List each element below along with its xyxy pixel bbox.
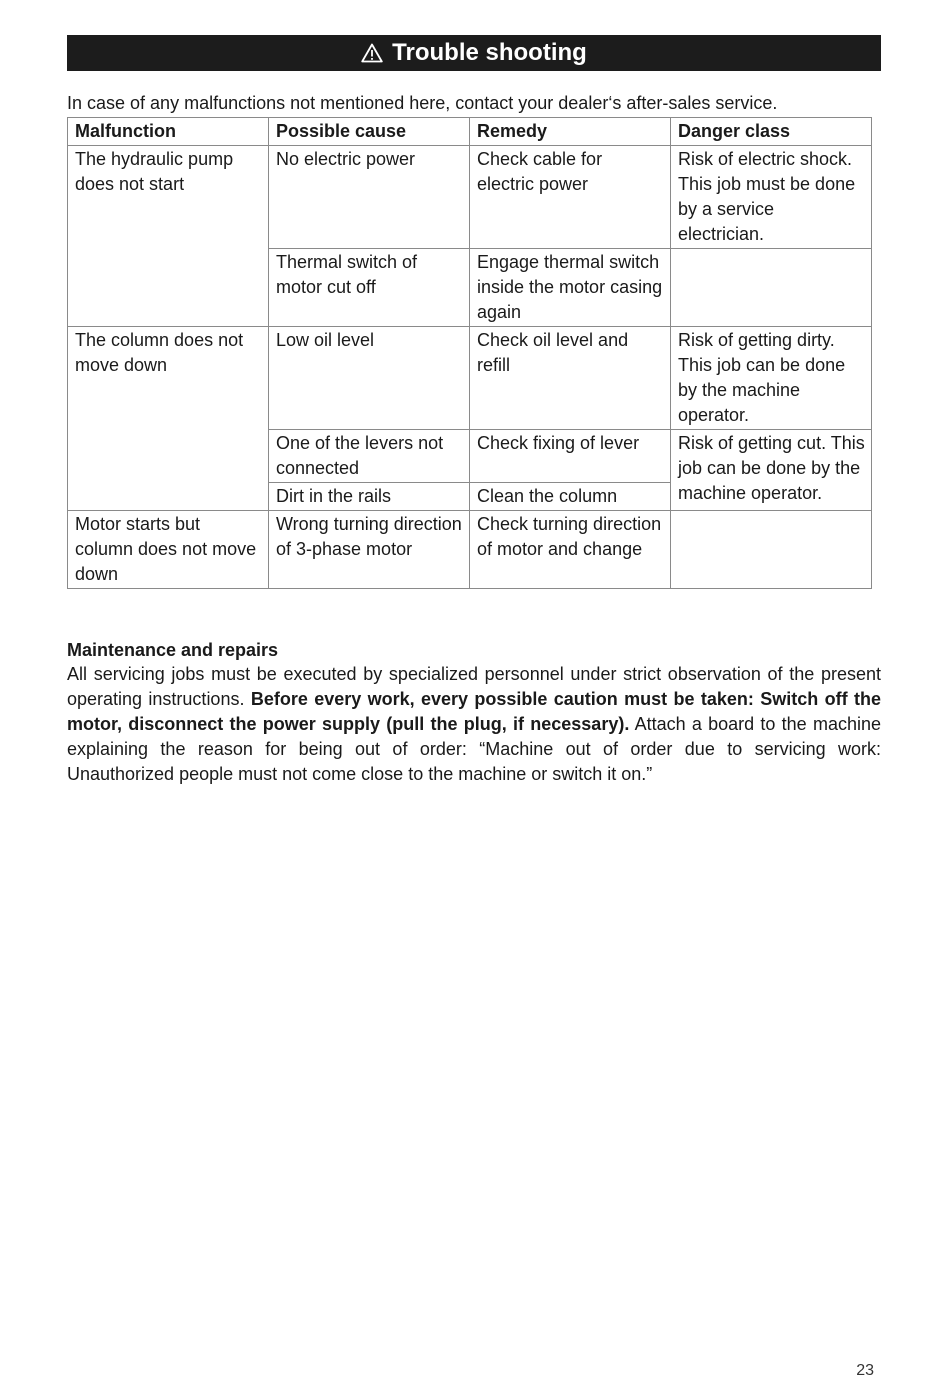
cause-cell: Thermal switch of motor cut off [269,249,470,327]
cause-cell: Dirt in the rails [269,483,470,511]
danger-cell: Risk of getting cut. This job can be done by the machine operator. [671,430,872,511]
table-row [68,146,872,249]
intro-text: In case of any malfunctions not mentioned here, contact your dealer‘s after-sales service. [67,93,778,113]
malfunction-cell: Motor starts but column does not move down [68,511,269,589]
page-number: 23 [856,1362,874,1379]
cause-cell: No electric power [269,146,470,249]
danger-cell [671,511,872,589]
remedy-cell: Check cable for electric power [470,146,671,249]
warning-triangle-icon [361,43,383,63]
header-malfunction: Malfunction [68,118,269,146]
section-title-bar [67,35,881,71]
header-possible-cause: Possible cause [269,118,470,146]
maintenance-text [67,662,881,787]
cause-cell: Low oil level [269,327,470,430]
remedy-cell: Check fixing of lever [470,430,671,483]
danger-cell [671,249,872,327]
header-remedy: Remedy [470,118,671,146]
cause-cell: One of the levers not connected [269,430,470,483]
maintenance-heading: Maintenance and repairs [67,640,279,660]
malfunction-cell: The column does not move down [68,327,269,511]
malfunction-cell: The hydraulic pump does not start [68,146,269,327]
table-row [68,511,872,589]
remedy-cell: Check oil level and refill [470,327,671,430]
header-danger-class: Danger class [671,118,872,146]
table-header-row [68,118,872,146]
danger-cell: Risk of electric shock. This job must be done by a service electrician. [671,146,872,249]
cause-cell: Wrong turning direction of 3-phase motor [269,511,470,589]
remedy-cell: Check turning direction of motor and change [470,511,671,589]
maintenance-text-part-1: All servicing jobs must be executed by specialized personnel under strict observation of the present operating instructions. [67,664,881,709]
section-title: Trouble shooting [392,39,587,66]
troubleshooting-table [67,117,872,589]
remedy-cell: Engage thermal switch inside the motor casing again [470,249,671,327]
table-row [68,327,872,430]
maintenance-text-bold: Before every work, every possible caution must be taken: Switch off the motor, disconnect the power supply (pull the plug, if necessary). [67,689,881,734]
danger-cell: Risk of getting dirty. This job can be done by the machine operator. [671,327,872,430]
maintenance-text-part-2: Attach a board to the machine explaining the reason for being out of order: “Machine out of order due to servicing work: Unauthorized people must not come close to the machine or switch it on.” [67,714,881,784]
remedy-cell: Clean the column [470,483,671,511]
